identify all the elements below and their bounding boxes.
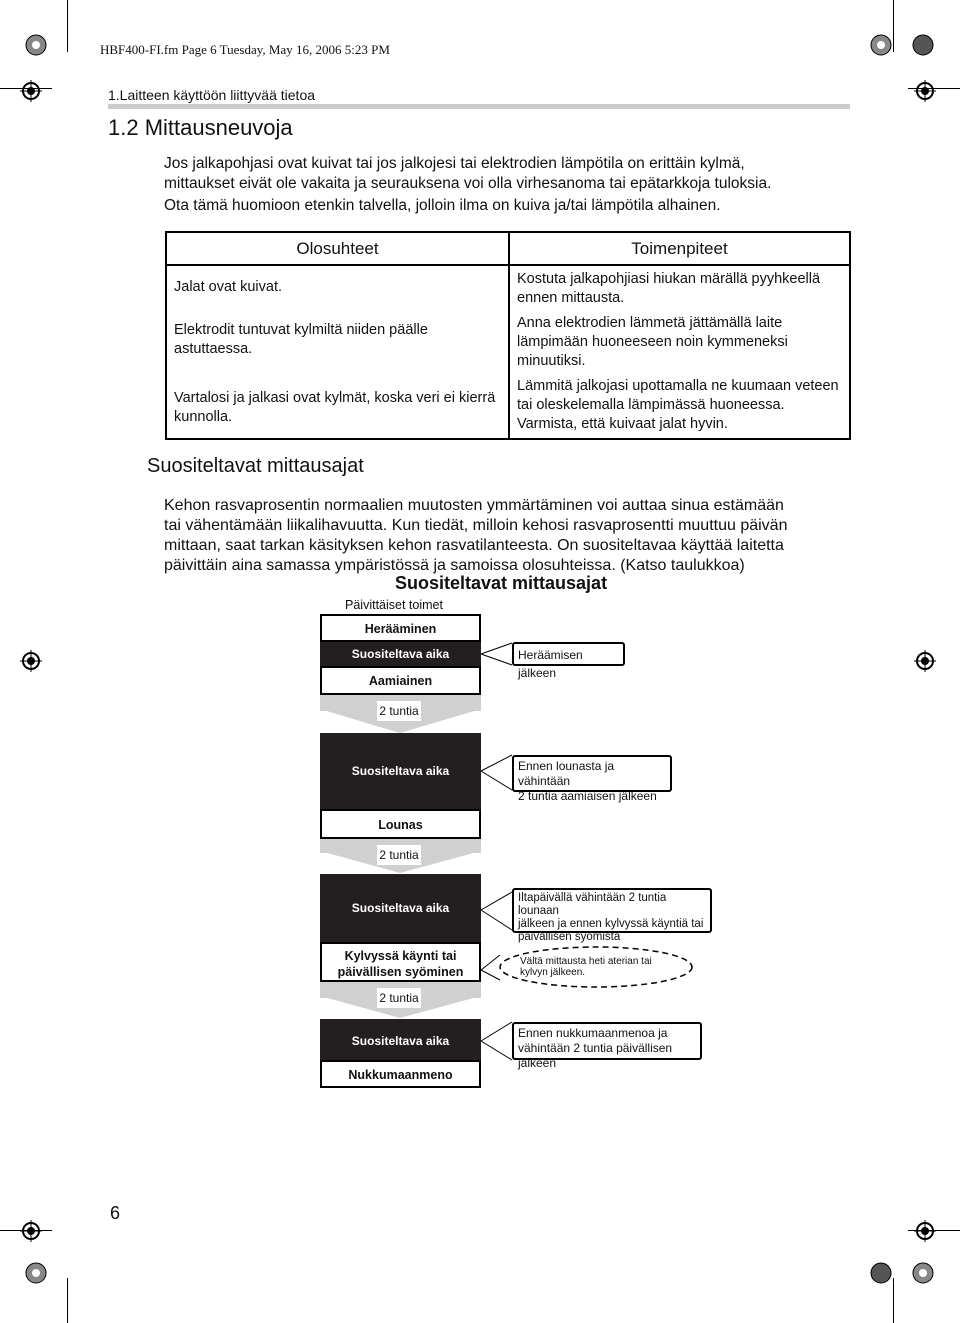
activity-bath-dinner	[320, 942, 481, 982]
interval-label: 2 tuntia	[377, 845, 421, 865]
note-line: vähintään 2 tuntia päivällisen jälkeen	[518, 1041, 673, 1070]
note-afternoon	[512, 888, 712, 943]
paragraph-line: mittaan, saat tarkan käsityksen kehon rasvatilanteesta. On suositeltavaa käyttää laitetta	[164, 537, 784, 554]
interval-label: 2 tuntia	[377, 701, 421, 721]
section-title: 1.2 Mittausneuvoja	[108, 115, 293, 140]
recommended-time-3: Suositeltava aika	[320, 874, 481, 942]
note-line: päivällisen syömistä	[518, 931, 621, 943]
flowchart-title: Suositeltavat mittausajat	[395, 573, 608, 593]
condition-cell: Jalat ovat kuivat.	[166, 265, 509, 312]
activity-lunch: Lounas	[320, 809, 481, 839]
subsection-title: Suositeltavat mittausajat	[147, 455, 364, 477]
paragraph-line: Kehon rasvaprosentin normaalien muutosten ymmärtäminen voi auttaa sinua estämään	[164, 497, 784, 514]
recommended-time-1: Suositeltava aika	[320, 642, 481, 666]
intro-line: mittaukset eivät ole vakaita ja seurauksena voi olla virhesanoma tai epätarkkoja tuloksia.	[164, 175, 772, 192]
condition-cell: Elektrodit tuntuvat kylmiltä niiden päälle astuttaessa.	[166, 312, 509, 375]
activity-wakeup: Herääminen	[320, 614, 481, 642]
note-line: kylvyn jälkeen.	[520, 967, 586, 978]
paragraph-line: päivittäin aina samassa ympäristössä ja samoissa olosuhteissa. (Katso taulukkoa)	[164, 557, 745, 574]
activity-line: päivällisen syöminen	[337, 965, 464, 979]
action-cell: Anna elektrodien lämmetä jättämällä laite lämpimään huoneeseen noin kymmeneksi minuutiksi.	[517, 315, 788, 369]
flowchart-column-label: Päivittäiset toimet	[345, 598, 443, 612]
activity-bedtime: Nukkumaanmeno	[320, 1060, 481, 1088]
note-line: Ennen lounasta ja vähintään	[518, 759, 615, 788]
note-line: jälkeen ja ennen kylvyssä käyntiä tai	[518, 918, 704, 930]
activity-line: Kylvyssä käynti tai	[344, 949, 457, 963]
paragraph-line: tai vähentämään liikalihavuutta. Kun tiedät, milloin kehosi rasvaprosentti muuttuu päivän	[164, 517, 788, 534]
page-number: 6	[110, 1203, 121, 1223]
recommended-time-2: Suositeltava aika	[320, 733, 481, 809]
action-cell: Lämmitä jalkojasi upottamalla ne kuumaan veteen tai oleskelemalla lämpimässä huoneessa. Varmista, että kuivaat jalat hyvin.	[517, 378, 839, 432]
note-line: 2 tuntia aamiaisen jälkeen	[518, 789, 657, 803]
recommended-time-4: Suositeltava aika	[320, 1019, 481, 1063]
note-line: Iltapäivällä vähintään 2 tuntia lounaan	[518, 892, 667, 917]
file-note: HBF400-FI.fm Page 6 Tuesday, May 16, 2006 5:23 PM	[100, 42, 390, 57]
column-header-conditions: Olosuhteet	[166, 232, 509, 265]
column-header-actions: Toimenpiteet	[509, 232, 850, 265]
intro-line: Ota tämä huomioon etenkin talvella, jolloin ilma on kuiva ja/tai lämpötila alhainen.	[164, 197, 721, 214]
note-before-bed	[512, 1022, 702, 1070]
note-line: Ennen nukkumaanmenoa ja	[518, 1026, 668, 1040]
note-avoid	[520, 956, 652, 978]
note-before-lunch	[512, 755, 672, 803]
note-line: Vältä mittausta heti aterian tai	[520, 956, 652, 967]
chapter-heading: 1.Laitteen käyttöön liittyvää tietoa	[108, 87, 316, 103]
intro-line: Jos jalkapohjasi ovat kuivat tai jos jalkojesi tai elektrodien lämpötila on erittäin kylmä,	[164, 155, 745, 172]
condition-cell: Vartalosi ja jalkasi ovat kylmät, koska veri ei kierrä kunnolla.	[166, 375, 509, 439]
note-after-wakeup: Heräämisen jälkeen	[512, 642, 625, 666]
activity-breakfast: Aamiainen	[320, 666, 481, 695]
action-cell: Kostuta jalkapohjiasi hiukan märällä pyyhkeellä ennen mittausta.	[517, 271, 821, 306]
interval-label: 2 tuntia	[377, 988, 421, 1008]
